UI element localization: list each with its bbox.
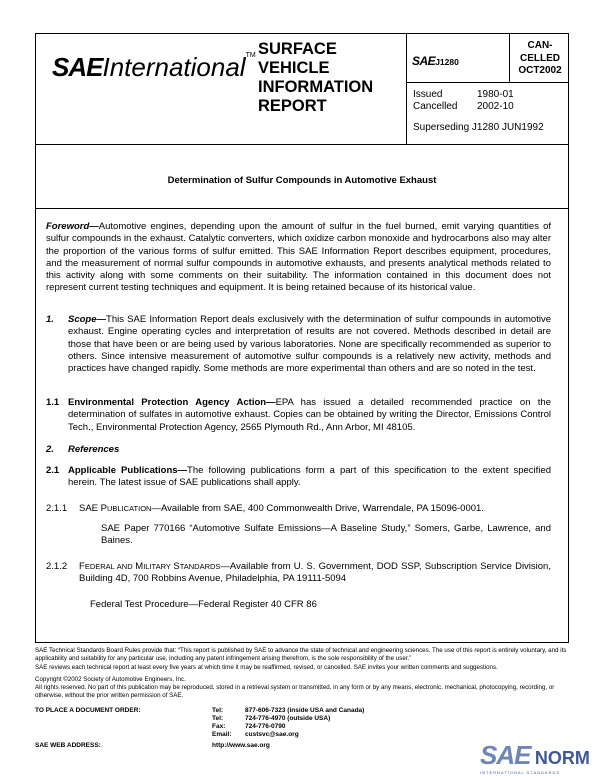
- fax-value: 724-776-0790: [245, 723, 286, 730]
- document-title: Determination of Sulfur Compounds in Automotive Exhaust: [167, 175, 437, 186]
- stamp-bottom-rule: [406, 82, 569, 83]
- tel-value: 877-606-7323 (inside USA and Canada): [245, 707, 365, 714]
- sae-paper-reference: SAE Paper 770166 “Automotive Sulfate Emissions—A Baseline Study,” Somers, Garbe, Lawrence, and Baines.: [101, 523, 551, 547]
- sae-international-logo: SAEInternational™: [52, 52, 256, 82]
- section-2-1-1-sae: 2.1.1 SAE PUBLICATION—Available from SAE, 400 Commonwealth Drive, Warrendale, PA 15096-0001.: [46, 503, 484, 514]
- title-divider: [35, 208, 569, 209]
- rights-notice: All rights reserved. No part of this publication may be reproduced, stored in a retrieval system or transmitted, in any form or by any means, electronic, mechanical, photocopying, recording, or otherwise, without the prior written permission of SAE.: [35, 684, 555, 699]
- tel-label: Tel:: [212, 707, 224, 714]
- report-type-title: SURFACE VEHICLE INFORMATION REPORT: [258, 40, 374, 115]
- rules-notice: SAE Technical Standards Board Rules provide that: “This report is published by SAE to advance the state of technical and engineering sciences. The use of this report is entirely voluntary, and its applicability and suitability for any particular use, including any patent infringement arising therefrom, is the sole responsibility of the user.”: [35, 647, 567, 662]
- header-vertical-rule: [406, 33, 407, 144]
- header-divider: [35, 144, 569, 145]
- tel2-label: Tel:: [212, 715, 224, 722]
- cancelled-stamp: CAN- CELLED OCT2002: [518, 40, 562, 76]
- fax-label: Fax:: [212, 723, 226, 730]
- document-number: SAEJ1280: [412, 54, 459, 68]
- copyright-notice: Copyright ©2002 Society of Automotive Engineers, Inc.: [35, 676, 186, 683]
- sae-norm-logo: SAE NORM INTERNATIONAL STANDARDS: [480, 740, 590, 775]
- email-label: Email:: [212, 731, 232, 738]
- section-2-1-2-federal: 2.1.2 FEDERAL AND MILITARY STANDARDS—Available from U. S. Government, DOD SSP, Subscription Service Division, Building 4D, 700 Robbins Avenue, Philadelphia, PA 19111-5094: [46, 561, 551, 585]
- superseding-note: Superseding J1280 JUN1992: [413, 122, 544, 133]
- review-notice: SAE reviews each technical report at least every five years at which time it may be reaffirmed, revised, or cancelled. SAE invites your written comments and suggestions.: [35, 664, 498, 671]
- cancelled-label: Cancelled: [413, 101, 458, 112]
- stamp-vertical-rule: [509, 33, 510, 83]
- section-2-references: 2. References: [46, 444, 120, 455]
- section-1-1-epa: 1.1 Environmental Protection Agency Action—EPA has issued a detailed recommended practice on the determination of sulfates in automotive exhaust. Copies can be obtained by writing the Director, Emissions Control Tech., Environmental Protection Agency, 2565 Plymouth Rd., Ann Arbor, MI 48105.: [46, 397, 551, 433]
- order-label: TO PLACE A DOCUMENT ORDER:: [35, 707, 141, 714]
- federal-test-procedure: Federal Test Procedure—Federal Register 40 CFR 86: [90, 599, 317, 610]
- section-2-1-publications: 2.1 Applicable Publications—The following publications form a part of this specification to the extent specified herein. The latest issue of SAE publications shall apply.: [46, 465, 551, 489]
- issued-value: 1980-01: [477, 89, 514, 100]
- web-label: SAE WEB ADDRESS:: [35, 742, 101, 749]
- issued-label: Issued: [413, 89, 443, 100]
- foreword-paragraph: Foreword—Automotive engines, depending upon the amount of sulfur in the fuel burned, emit varying quantities of sulfur compounds in the exhaust. Catalytic converters, which oxidize carbon monoxide and hydrocarbons also may alter the proportion of the various forms of sulfur emitted. This SAE Information Report describes equipment, procedures, and the measurement of normal sulfur compounds in automotive exhausts, and presents analytical methods related to this activity along with some comments on their suitability. The information contained in this document does not represent current testing techniques and equipment. It is being retained because of its historical value.: [46, 221, 551, 294]
- email-value[interactable]: custsvc@sae.org: [245, 731, 299, 738]
- section-1-scope: 1. Scope—This SAE Information Report deals exclusively with the determination of sulfur compounds in automotive exhaust. Engine operating cycles and interpretation of results are not covered. Methods described in detail are those that have been or are being used by various laboratories. None are specifically recommended as superior to others. Since intensive measurement of automotive sulfur compounds is a relatively new activity, methods and practices have changed rapidly. Some methods are more experimental than others and are so noted in the test.: [46, 314, 551, 375]
- cancelled-value: 2002-10: [477, 101, 514, 112]
- tel2-value: 724-776-4970 (outside USA): [245, 715, 331, 722]
- web-value[interactable]: http://www.sae.org: [212, 742, 270, 749]
